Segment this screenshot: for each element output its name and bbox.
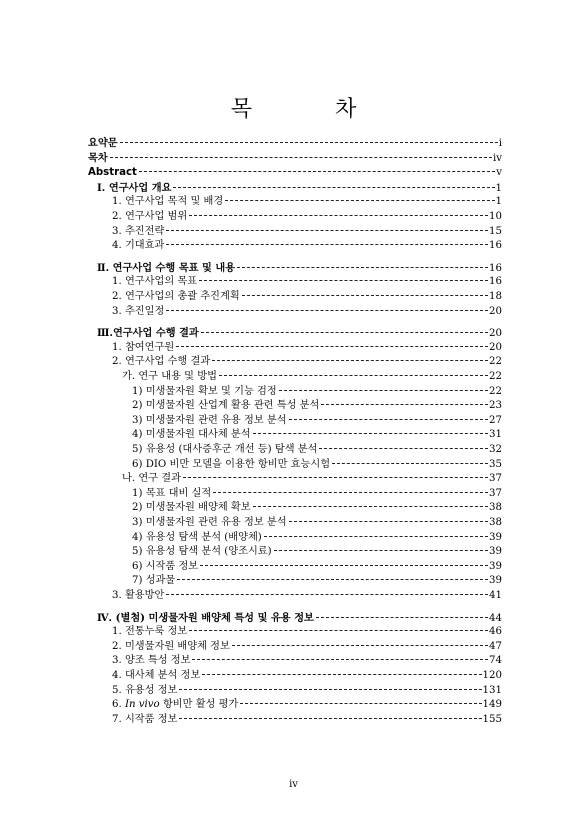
toc-entry-page: 74 <box>489 655 502 667</box>
toc-entry[interactable] <box>0 589 587 603</box>
toc-entry-label: 4) 미생물자원 대사체 분석 <box>132 429 251 441</box>
toc-leader <box>166 230 488 231</box>
toc-entry-page: 20 <box>489 305 502 317</box>
toc-entry-label: Ⅲ.연구사업 수행 결과 <box>97 327 199 340</box>
toc-entry-label: 1) 목표 대비 실적 <box>132 487 212 499</box>
toc-entry-label: 4. 대사체 분석 정보 <box>112 670 201 681</box>
toc-entry[interactable] <box>0 640 587 654</box>
toc-entry-page: 20 <box>489 328 502 340</box>
toc-leader <box>289 521 488 522</box>
toc-entry[interactable] <box>0 152 587 166</box>
toc-leader <box>242 295 488 296</box>
toc-entry-label: 2) 미생물자원 배양체 확보 <box>132 502 251 514</box>
toc-entry-label: 3. 활용방안 <box>112 590 165 601</box>
toc-entry-page: 15 <box>489 225 502 237</box>
toc-entry[interactable] <box>0 181 587 195</box>
toc-leader <box>321 404 488 405</box>
toc-leader <box>183 477 488 478</box>
toc-leader <box>189 215 488 216</box>
toc-entry[interactable] <box>0 341 587 355</box>
toc-entry-label: 5. 유용성 정보 <box>112 684 178 696</box>
toc-entry-page: 39 <box>489 575 502 587</box>
toc-entry-label: 2. 연구사업 수행 결과 <box>112 356 211 368</box>
toc-entry[interactable] <box>0 370 587 384</box>
toc-entry-label: 나. 연구 결과 <box>122 473 181 485</box>
toc-entry-page: 39 <box>489 546 502 558</box>
toc-entry[interactable] <box>0 560 587 574</box>
toc-entry[interactable] <box>0 137 587 151</box>
toc-entry-page: 38 <box>489 517 502 528</box>
toc-entry-page: 38 <box>489 502 502 514</box>
toc-entry-label: 목차 <box>88 152 108 164</box>
toc-entry[interactable] <box>0 625 587 639</box>
toc-leader <box>189 630 488 631</box>
toc-leader <box>225 200 494 201</box>
toc-leader <box>192 659 488 660</box>
toc-entry-label: 요약문 <box>88 138 118 149</box>
toc-leader <box>253 506 488 507</box>
toc-entry-label: 3. 추진전략 <box>112 225 165 237</box>
toc-entry-label: 7. 시작품 정보 <box>112 713 178 725</box>
toc-entry-label: 가. 연구 내용 및 방법 <box>122 371 217 382</box>
toc-leader <box>199 280 488 281</box>
toc-leader <box>166 594 488 595</box>
toc-entry[interactable] <box>0 501 587 515</box>
toc-entry[interactable] <box>0 225 587 239</box>
toc-entry[interactable] <box>0 210 587 224</box>
toc-entry-label: 2. 연구사업의 총괄 추진계획 <box>112 291 240 302</box>
toc-entry-page: 44 <box>489 612 502 624</box>
toc-entry-page: 131 <box>482 684 502 696</box>
toc-entry[interactable] <box>0 239 587 253</box>
toc-entry-label: 4) 유용성 탐색 분석 (배양체) <box>132 531 262 543</box>
toc-entry[interactable] <box>0 487 587 501</box>
toc-leader <box>240 703 481 704</box>
toc-entry[interactable] <box>0 385 587 399</box>
toc-entry[interactable] <box>0 355 587 369</box>
toc-entry-page: v <box>496 167 502 179</box>
toc-leader <box>139 171 495 172</box>
toc-entry-page: 39 <box>489 531 502 543</box>
toc-entry-label: 6. In vivo 항비만 활성 평가 <box>112 699 239 711</box>
toc-entry-label: 1. 연구사업 목적 및 배경 <box>112 196 224 208</box>
toc-entry[interactable] <box>0 654 587 668</box>
toc-leader <box>274 550 488 551</box>
toc-entry[interactable] <box>0 443 587 457</box>
toc-entry-label: Abstract <box>88 167 137 179</box>
toc-entry-page: 46 <box>489 626 502 638</box>
toc-leader <box>213 492 488 493</box>
toc-entry-label: 6) DIO 비만 모델을 이용한 항비만 효능시험 <box>132 458 331 470</box>
toc-entry-label: Ⅳ. (별첨) 미생물자원 배양체 특성 및 유용 정보 <box>97 611 314 624</box>
toc-entry-label: 5) 유용성 탐색 분석 (양조시료) <box>132 546 272 558</box>
toc-entry-label: 7) 성과물 <box>132 575 176 587</box>
toc-entry[interactable] <box>0 516 587 530</box>
toc-entry[interactable] <box>0 611 587 625</box>
toc-entry-label: 3. 양조 특성 정보 <box>112 655 191 667</box>
toc-entry-label: 1. 참여연구원 <box>112 341 175 353</box>
toc-leader <box>237 267 488 268</box>
toc-entry-label: 1) 미생물자원 확보 및 기능 검정 <box>132 385 277 397</box>
toc-leader <box>279 390 488 391</box>
toc-entry-page: 37 <box>489 487 502 499</box>
toc-entry[interactable] <box>0 472 587 486</box>
toc-entry-page: 39 <box>489 560 502 572</box>
toc-entry[interactable] <box>0 261 587 275</box>
toc-entry-page: 32 <box>489 444 502 455</box>
toc-leader <box>332 463 488 464</box>
toc-entry-page: 18 <box>489 291 502 302</box>
toc-entry-page: 10 <box>489 211 502 222</box>
toc-entry[interactable] <box>0 458 587 472</box>
toc-entry-label: 3. 추진일정 <box>112 305 165 317</box>
toc-entry-page: 22 <box>489 356 502 368</box>
toc-leader <box>316 617 488 618</box>
toc-entry-page: 16 <box>489 262 502 274</box>
toc-entry-label: 2. 연구사업 범위 <box>112 211 188 222</box>
toc-entry-label: 5) 유용성 (대사증후군 개선 등) 탐색 분석 <box>132 444 318 455</box>
toc-entry-page: 149 <box>482 699 502 711</box>
toc-leader <box>179 718 481 719</box>
toc-leader <box>319 448 488 449</box>
toc-entry[interactable] <box>0 698 587 712</box>
toc-entry-label: 2. 미생물자원 배양체 정보 <box>112 640 230 652</box>
toc-entry-page: 16 <box>489 276 502 288</box>
toc-entry-page: 31 <box>489 429 502 441</box>
toc-entry[interactable] <box>0 414 587 428</box>
toc-leader <box>264 536 488 537</box>
toc-entry-page: 120 <box>482 670 502 681</box>
toc-entry-page: 41 <box>489 590 502 601</box>
toc-leader <box>176 346 488 347</box>
toc-leader <box>179 689 481 690</box>
toc-entry-label: 1. 전통누룩 정보 <box>112 626 188 638</box>
toc-entry[interactable] <box>0 290 587 304</box>
toc-leader <box>202 674 481 675</box>
toc-entry[interactable] <box>0 545 587 559</box>
toc-leader <box>201 332 488 333</box>
toc-leader <box>289 419 488 420</box>
toc-entry[interactable] <box>0 713 587 727</box>
toc-entry-page: 22 <box>489 385 502 397</box>
toc-leader <box>219 375 488 376</box>
page-number: iv <box>289 779 298 790</box>
toc-entry[interactable] <box>0 305 587 319</box>
toc-entry[interactable] <box>0 669 587 683</box>
toc-entry-label: 1. 연구사업의 목표 <box>112 276 198 288</box>
toc-entry-page: 37 <box>489 473 502 485</box>
toc-leader <box>212 360 488 361</box>
toc-entry[interactable] <box>0 531 587 545</box>
toc-leader <box>120 142 498 143</box>
toc-leader <box>110 157 492 158</box>
toc-leader <box>253 433 488 434</box>
toc-entry[interactable] <box>0 326 587 340</box>
toc-entry[interactable] <box>0 574 587 588</box>
toc-entry-page: i <box>498 138 502 149</box>
toc-entry-page: 16 <box>489 240 502 252</box>
toc-leader <box>232 645 488 646</box>
toc-entry-page: 47 <box>489 640 502 652</box>
toc-entry[interactable] <box>0 399 587 413</box>
toc-leader <box>166 310 488 311</box>
toc-entry[interactable] <box>0 428 587 442</box>
toc-entry[interactable] <box>0 275 587 289</box>
toc-entry-label: 3) 미생물자원 관련 유용 정보 분석 <box>132 414 287 426</box>
toc-entry[interactable] <box>0 166 587 180</box>
toc-leader <box>177 579 488 580</box>
toc-entry[interactable] <box>0 195 587 209</box>
toc-entry-page: 20 <box>489 341 502 353</box>
toc-entry-page: iv <box>492 152 502 164</box>
toc-entry-label: 3) 미생물자원 관련 유용 정보 분석 <box>132 517 287 528</box>
toc-entry-page: 35 <box>489 458 502 470</box>
toc-entry-label: 6) 시작품 정보 <box>132 560 199 572</box>
toc-entry[interactable] <box>0 684 587 698</box>
toc-entry-label: Ⅰ. 연구사업 개요 <box>97 181 172 194</box>
toc-entry-label: Ⅱ. 연구사업 수행 목표 및 내용 <box>97 261 236 274</box>
toc-leader <box>200 565 488 566</box>
page-title: 목 차 <box>230 97 395 122</box>
toc-entry-label: 2) 미생물자원 산업계 활용 관련 특성 분석 <box>132 400 320 412</box>
toc-entry-page: 22 <box>489 371 502 382</box>
toc-leader <box>173 187 494 188</box>
toc-leader <box>166 244 488 245</box>
toc-entry-page: 1 <box>495 196 502 208</box>
toc-entry-page: 27 <box>489 414 502 426</box>
toc-entry-label: 4. 기대효과 <box>112 240 165 252</box>
toc-entry-page: 155 <box>482 713 502 725</box>
toc-entry-page: 1 <box>495 182 502 194</box>
toc-entry-page: 23 <box>489 400 502 412</box>
